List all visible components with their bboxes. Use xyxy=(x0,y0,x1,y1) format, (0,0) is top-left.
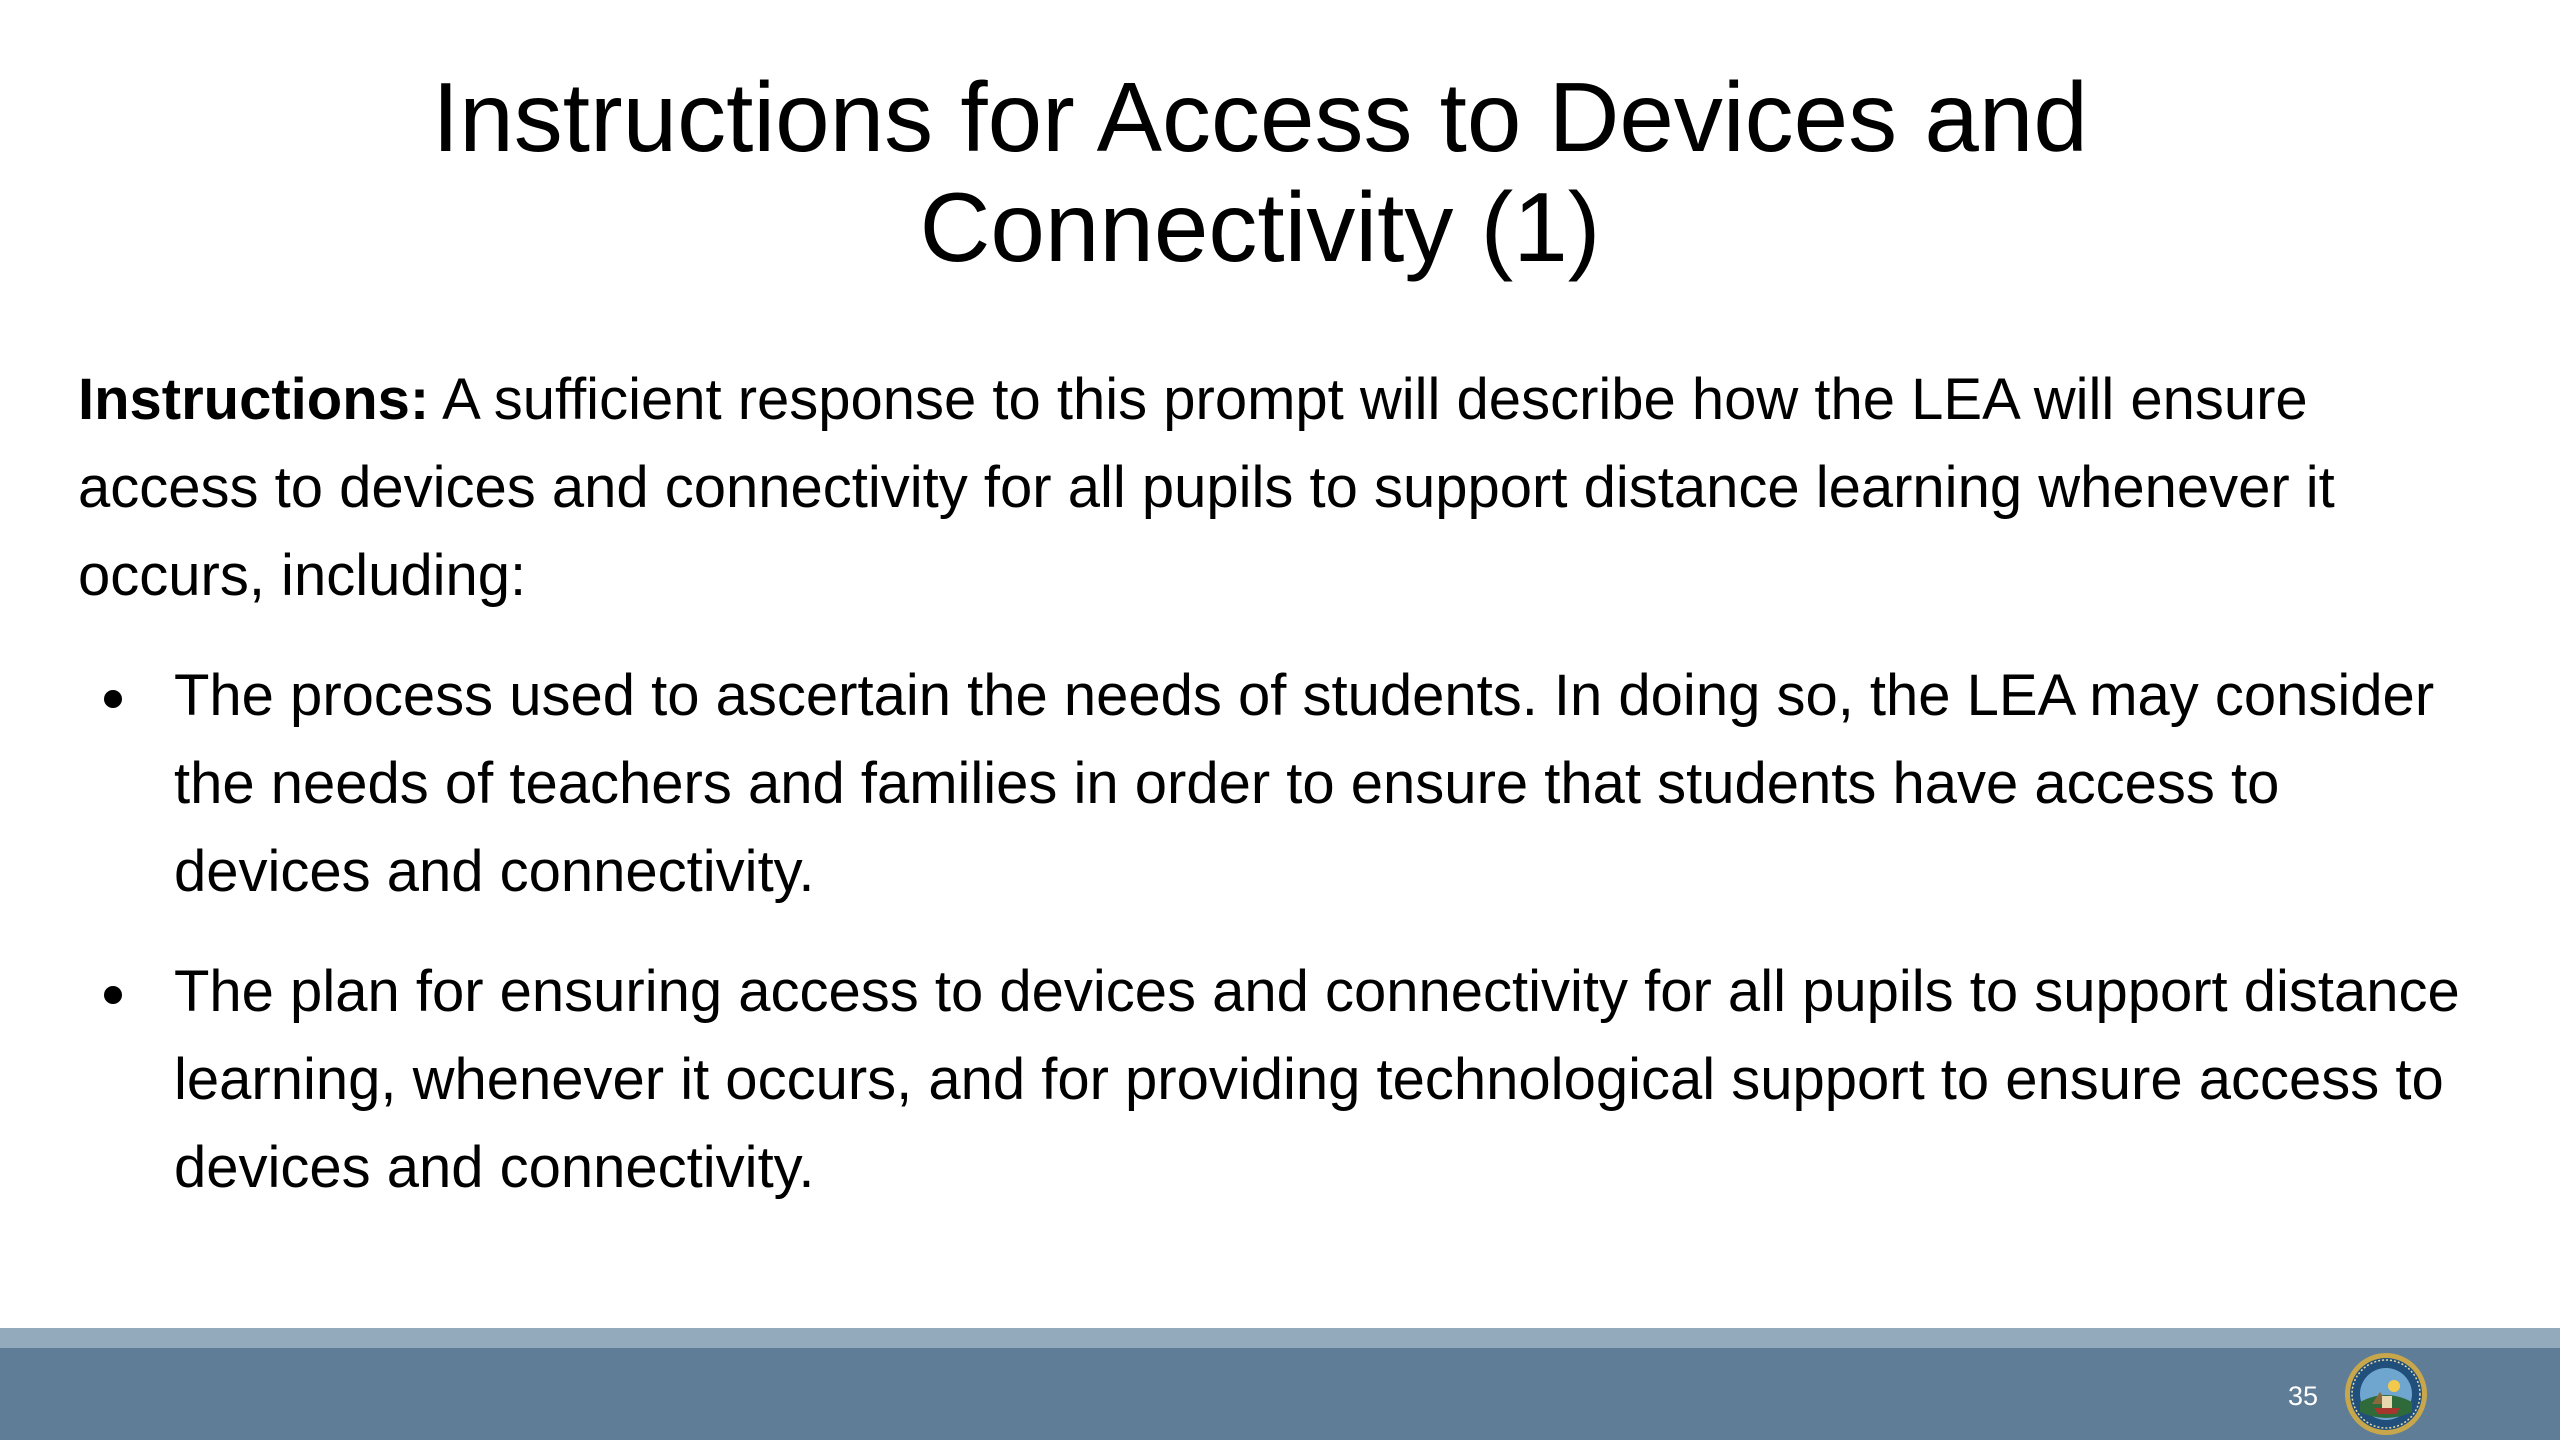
bullet-item xyxy=(78,948,2488,1212)
bullet-text: The process used to ascertain the needs of students. In doing so, the LEA may consider the needs of teachers and families in order to ensure that students have access to devices and connectivity. xyxy=(174,663,2435,904)
instructions-lead: Instructions: xyxy=(78,367,430,432)
bullet-text: The plan for ensuring access to devices and connectivity for all pupils to support distance learning, whenever it occurs, and for providing technological support to ensure access to devices and connectivity. xyxy=(174,959,2460,1200)
slide-title xyxy=(160,62,2360,282)
bullet-dot-icon xyxy=(104,986,122,1004)
bullet-item xyxy=(78,652,2488,916)
slide-title-line-1: Instructions for Access to Devices and xyxy=(432,62,2088,172)
state-seal-icon xyxy=(2344,1352,2428,1436)
instructions-text: A sufficient response to this prompt will describe how the LEA will ensure access to devices and connectivity for all pupils to support distance learning whenever it occurs, including: xyxy=(78,367,2335,608)
page-number: 35 xyxy=(2287,1381,2318,1411)
slide-body xyxy=(78,356,2488,1244)
bullet-dot-icon xyxy=(104,690,122,708)
footer-stripe xyxy=(0,1328,2560,1348)
instructions-paragraph xyxy=(78,356,2488,620)
slide-title-line-2: Connectivity (1) xyxy=(919,172,1601,282)
footer-bar xyxy=(0,1348,2560,1440)
bullet-list xyxy=(78,652,2488,1212)
